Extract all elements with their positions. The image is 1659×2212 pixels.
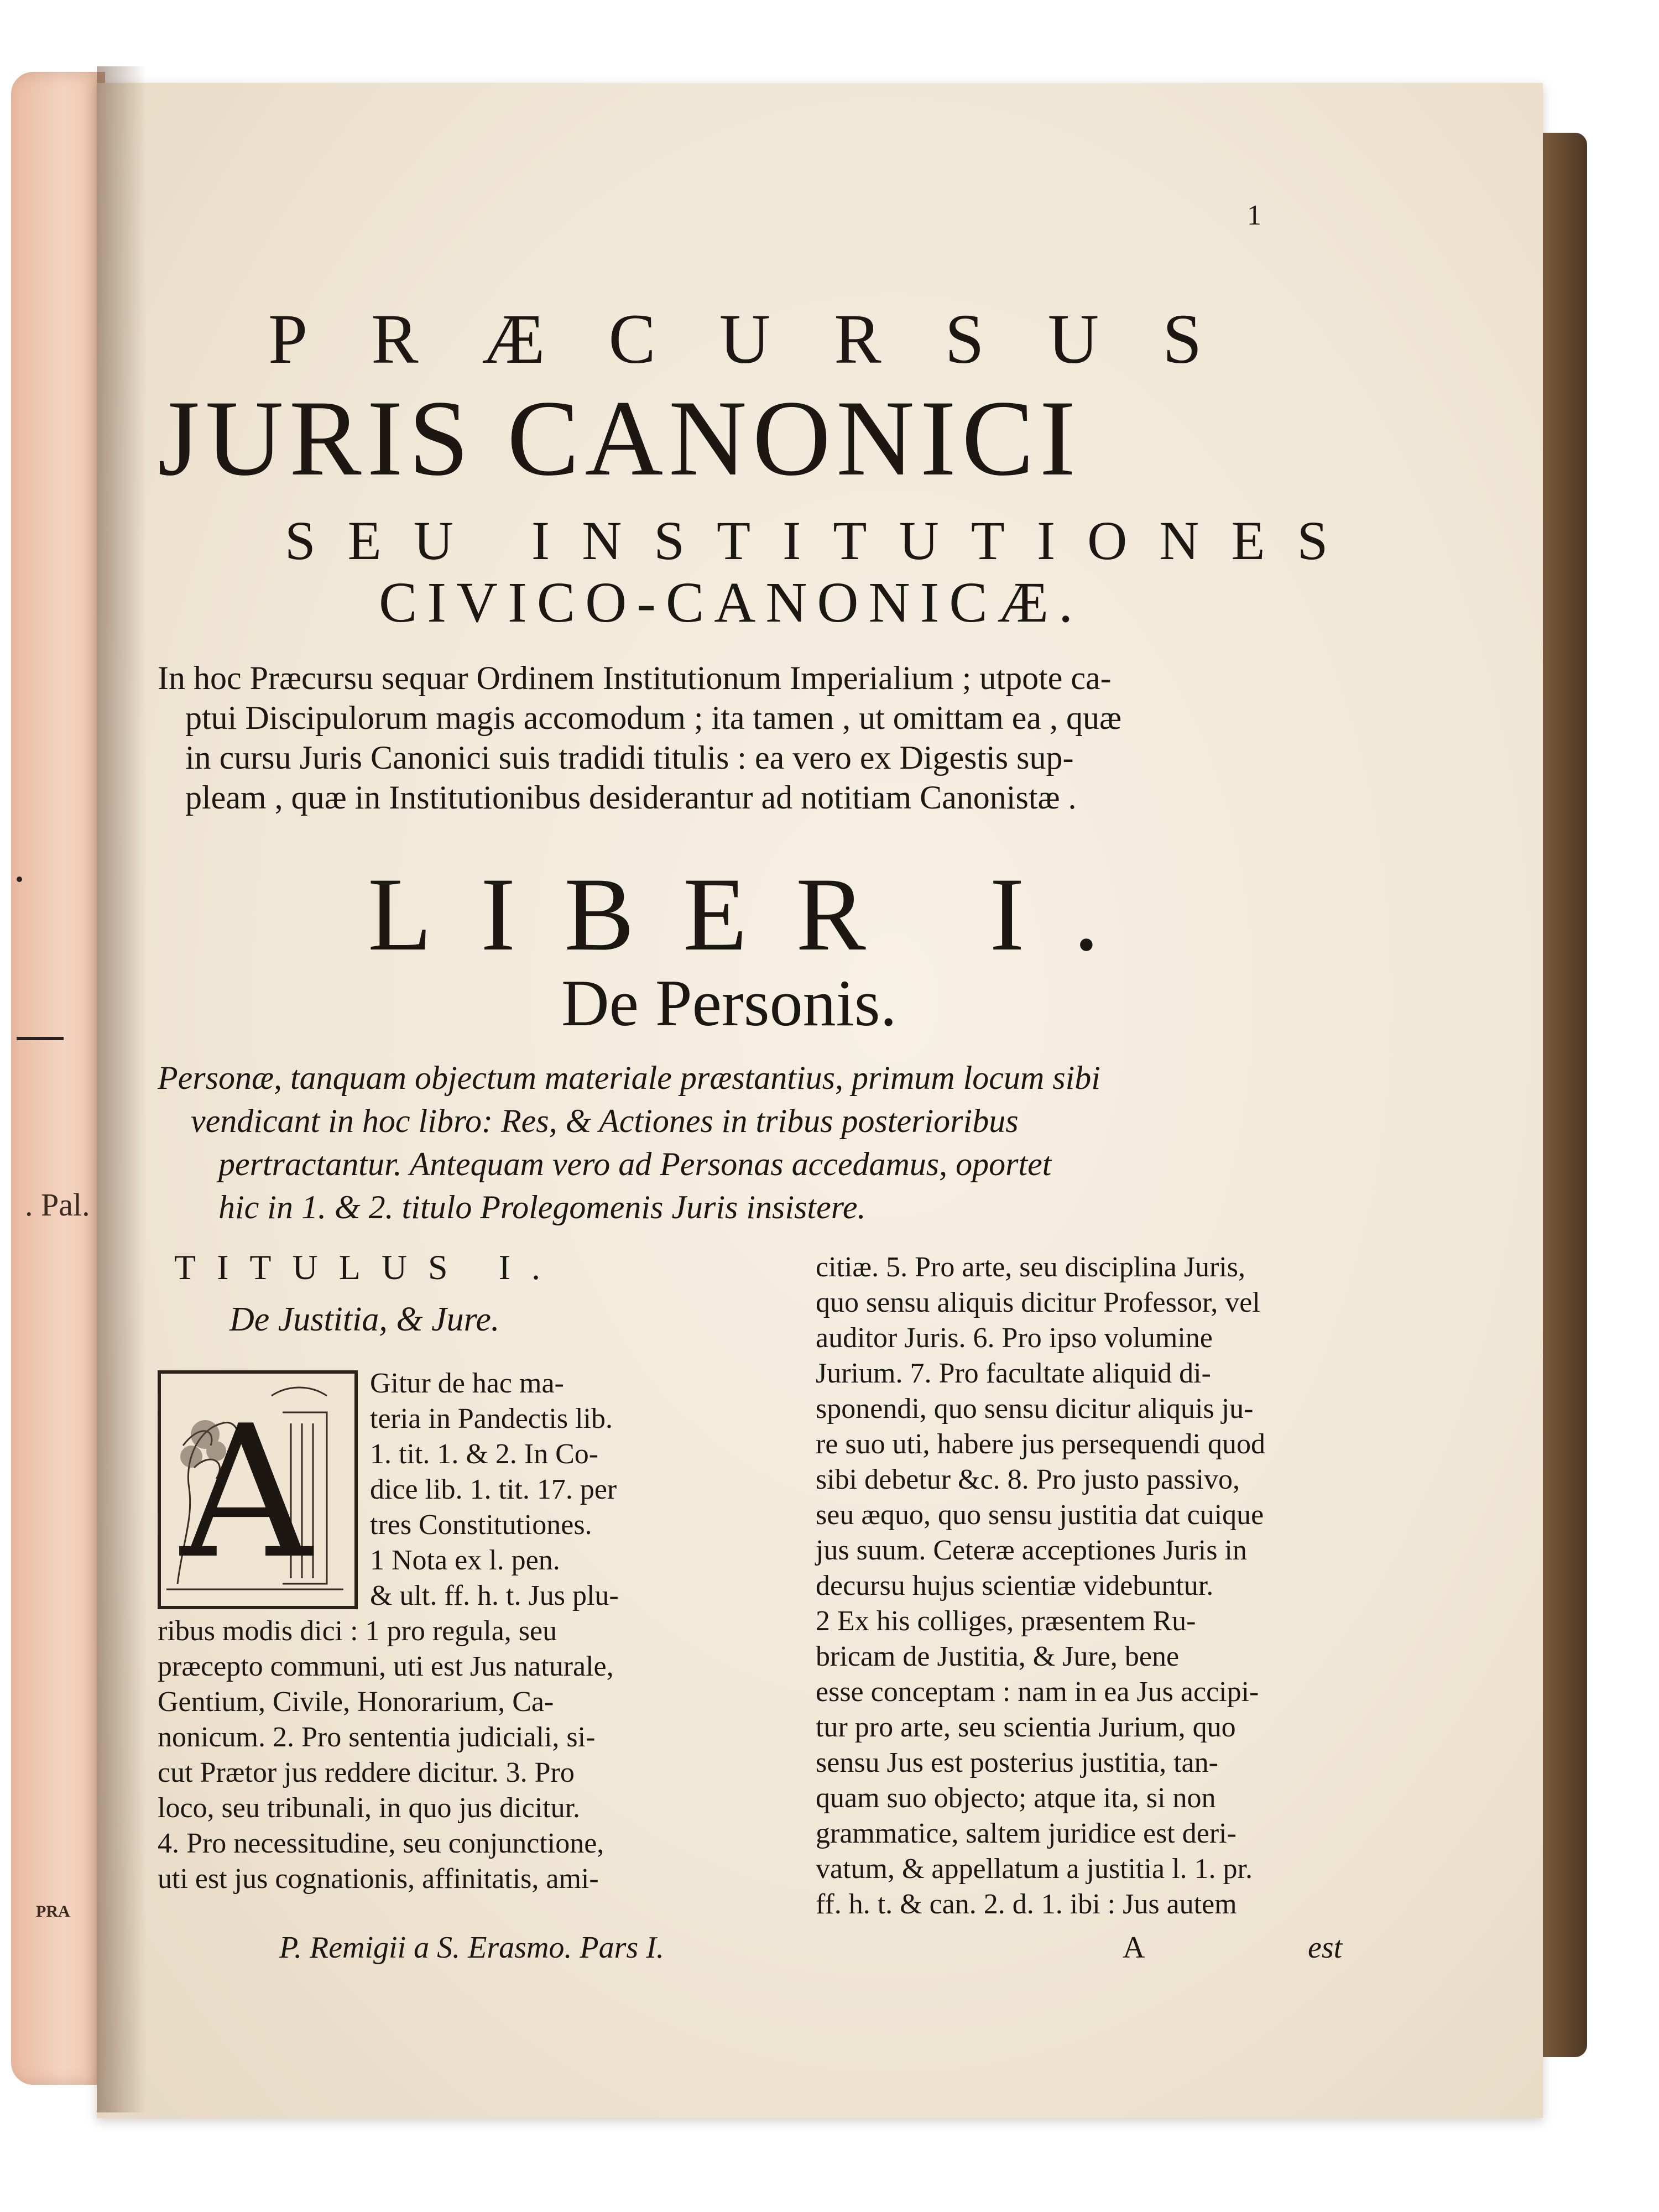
signature-mark: A xyxy=(1123,1931,1145,1965)
intro-line: In hoc Præcursu sequar Ordinem Institutionum Imperialium ; utpote ca- xyxy=(158,660,1112,696)
text-line: 4. Pro necessitudine, seu conjunctione, xyxy=(158,1828,604,1859)
text-line: cut Prætor jus reddere dicitur. 3. Pro xyxy=(158,1757,575,1788)
ink-dot xyxy=(17,877,22,882)
text-line: sponendi, quo sensu dicitur aliquis ju- xyxy=(816,1393,1254,1425)
drop-cap-lines xyxy=(370,1366,619,1614)
text-line: jus suum. Ceteræ acceptiones Juris in xyxy=(816,1535,1247,1566)
personae-line: pertractantur. Antequam vero ad Personas accedamus, oportet xyxy=(218,1146,1052,1182)
dropcap-letter: A xyxy=(180,1386,312,1599)
text-line: teria in Pandectis lib. xyxy=(370,1403,613,1434)
right-column xyxy=(816,1250,1430,1922)
text-line: tur pro arte, seu scientia Jurium, quo xyxy=(816,1712,1236,1743)
page-number: 1 xyxy=(1247,200,1261,231)
decorative-initial-a xyxy=(158,1370,358,1609)
text-line: sensu Jus est posterius justitia, tan- xyxy=(816,1747,1218,1778)
personae-line: vendicant in hoc libro: Res, & Actiones in tribus posterioribus xyxy=(191,1103,1019,1139)
title-praecursus: PRÆCURSUS xyxy=(268,300,1266,378)
intro-paragraph xyxy=(158,658,1402,817)
intro-line: ptui Discipulorum magis accomodum ; ita tamen , ut omittam ea , quæ xyxy=(185,700,1122,736)
text-line: auditor Juris. 6. Pro ipso volumine xyxy=(816,1322,1213,1354)
personae-line: Personæ, tanquam objectum materiale præstantius, primum locum sibi xyxy=(158,1060,1100,1096)
margin-fragment-pra: PRA xyxy=(36,1902,70,1921)
margin-fragment-pal: . Pal. xyxy=(25,1187,90,1223)
text-line: 1 Nota ex l. pen. xyxy=(370,1545,560,1576)
text-line: bricam de Justitia, & Jure, bene xyxy=(816,1641,1180,1672)
intro-line: pleam , quæ in Institutionibus desiderantur ad notitiam Canonistæ . xyxy=(185,779,1077,816)
text-line: grammatice, saltem juridice est deri- xyxy=(816,1818,1237,1849)
text-line: nonicum. 2. Pro sententia judiciali, si- xyxy=(158,1721,596,1753)
text-line: citiæ. 5. Pro arte, seu disciplina Juris, xyxy=(816,1251,1246,1283)
text-line: Gitur de hac ma- xyxy=(370,1368,564,1399)
text-line: vatum, & appellatum a justitia l. 1. pr. xyxy=(816,1853,1253,1885)
text-line: sibi debetur &c. 8. Pro justo passivo, xyxy=(816,1464,1240,1495)
text-line: Gentium, Civile, Honorarium, Ca- xyxy=(158,1686,554,1718)
text-line: & ult. ff. h. t. Jus plu- xyxy=(370,1580,619,1611)
text-line: loco, seu tribunali, in quo jus dicitur. xyxy=(158,1792,581,1824)
text-line: re suo uti, habere jus persequendi quod xyxy=(816,1428,1266,1460)
ink-rule xyxy=(17,1037,64,1040)
text-line: Jurium. 7. Pro facultate aliquid di- xyxy=(816,1358,1211,1389)
personae-line: hic in 1. & 2. titulo Prolegomenis Juris insistere. xyxy=(218,1189,866,1225)
title-juris-canonici: JURIS CANONICI xyxy=(158,378,1082,498)
text-line: dice lib. 1. tit. 17. per xyxy=(370,1474,617,1505)
catchword: est xyxy=(1308,1931,1343,1965)
text-line: quo sensu aliquis dicitur Professor, vel xyxy=(816,1287,1260,1318)
text-line: decursu hujus scientiæ videbuntur. xyxy=(816,1570,1214,1601)
liber-subheading: De Personis. xyxy=(561,966,897,1040)
text-line: esse conceptam : nam in ea Jus accipi- xyxy=(816,1676,1259,1708)
title-seu-institutiones: SEU INSTITUTIONES xyxy=(285,510,1360,571)
personae-paragraph xyxy=(158,1056,1430,1229)
title-civico-canonicae: CIVICO-CANONICÆ. xyxy=(379,571,1083,634)
text-line: ff. h. t. & can. 2. d. 1. ibi : Jus autem xyxy=(816,1888,1237,1920)
drop-cap-block xyxy=(158,1366,782,1614)
text-line: uti est jus cognationis, affinitatis, ami- xyxy=(158,1863,599,1895)
text-line: quam suo objecto; atque ita, si non xyxy=(816,1782,1216,1814)
previous-page-edge xyxy=(11,72,105,2085)
liber-heading: LIBER I. xyxy=(368,857,1149,973)
text-line: seu æquo, quo sensu justitia dat cuique xyxy=(816,1499,1264,1531)
printer-signature: P. Remigii a S. Erasmo. Pars I. xyxy=(279,1931,664,1965)
left-column xyxy=(158,1250,782,1897)
text-line: ribus modis dici : 1 pro regula, seu xyxy=(158,1615,557,1647)
text-line: tres Constitutiones. xyxy=(370,1509,592,1541)
book-page xyxy=(97,83,1543,2118)
text-line: 1. tit. 1. & 2. In Co- xyxy=(370,1438,599,1470)
titulus-rubric: De Justitia, & Jure. xyxy=(229,1301,500,1338)
titulus-heading: TITULUS I. xyxy=(174,1248,561,1287)
intro-line: in cursu Juris Canonici suis tradidi titulis : ea vero ex Digestis sup- xyxy=(185,739,1074,776)
text-line: 2 Ex his colliges, præsentem Ru- xyxy=(816,1605,1196,1637)
spine-shadow xyxy=(97,66,147,2112)
text-line: præcepto communi, uti est Jus naturale, xyxy=(158,1651,614,1682)
